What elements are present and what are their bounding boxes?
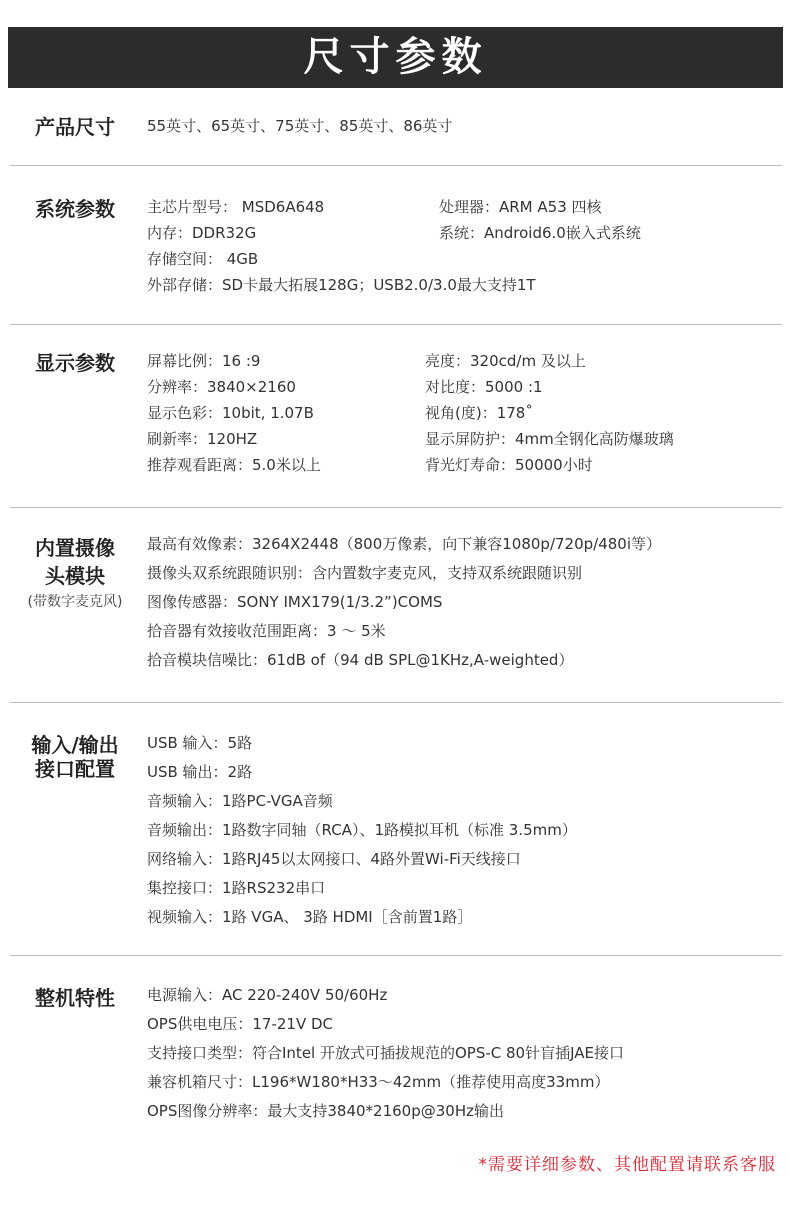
section-label-product-size: 产品尺寸: [35, 115, 115, 139]
spec-line: 拾音器有效接收范围距离：3 ～ 5米: [147, 622, 386, 640]
section-display-params: [10, 348, 782, 483]
section-content-io-interfaces: [147, 729, 782, 932]
label-line: 输入/输出: [31, 733, 119, 757]
spec-line: USB 输入：5路: [147, 734, 253, 752]
section-io-interfaces: [10, 729, 782, 934]
spec-line: 55英寸、65英寸、75英寸、85英寸、86英寸: [147, 117, 453, 135]
contact-note: *需要详细参数、其他配置请联系客服: [478, 1155, 776, 1175]
spec-line: 集控接口：1路RS232串口: [147, 879, 326, 897]
spec-line: OPS图像分辨率：最大支持3840*2160p@30Hz输出: [147, 1102, 504, 1120]
section-divider: [10, 165, 782, 166]
section-content-camera-module: [147, 530, 782, 675]
section-divider: [10, 324, 782, 325]
label-line: 头模块: [45, 564, 105, 588]
spec-line: 图像传感器：SONY IMX179(1/3.2”)COMS: [147, 593, 443, 611]
page-title-banner: 尺寸参数: [8, 27, 783, 88]
section-machine-features: [10, 981, 782, 1131]
spec-line: 最高有效像素：3264X2448（800万像素，向下兼容1080p/720p/480i等）: [147, 535, 662, 553]
spec-line: 网络输入：1路RJ45以太网接口、4路外置Wi-Fi天线接口: [147, 850, 521, 868]
label-line: 接口配置: [35, 757, 115, 781]
section-label-camera-module: [10, 534, 140, 612]
spec-line: 电源输入：AC 220-240V 50/60Hz: [147, 986, 388, 1004]
spec-line: 兼容机箱尺寸：L196*W180*H33～42mm（推荐使用高度33mm）: [147, 1073, 610, 1091]
label-subtitle: (带数字麦克风): [27, 594, 123, 610]
section-label-machine-features: 整机特性: [35, 986, 115, 1010]
section-product-size: [10, 113, 782, 143]
section-content-machine-features: [147, 981, 782, 1126]
spec-row: 内存：DDR32G 系统：Android6.0嵌入式系统: [147, 224, 641, 242]
spec-line: 视频输入：1路 VGA、 3路 HDMI［含前置1路］: [147, 908, 473, 926]
section-divider: [10, 507, 782, 508]
spec-row: 显示色彩：10bit, 1.07B 视角(度)：178˚: [147, 404, 533, 422]
spec-line: 拾音模块信噪比：61dB of（94 dB SPL@1KHz,A-weighted）: [147, 651, 574, 669]
spec-line: 摄像头双系统跟随识别：含内置数字麦克风，支持双系统跟随识别: [147, 564, 583, 582]
section-content-system-params: [147, 194, 782, 298]
section-label-system-params: 系统参数: [35, 197, 115, 221]
spec-row: 外部存储：SD卡最大拓展128G；USB2.0/3.0最大支持1T: [147, 276, 536, 294]
spec-line: OPS供电电压：17-21V DC: [147, 1015, 334, 1033]
section-divider: [10, 955, 782, 956]
section-label-display-params: 显示参数: [35, 351, 115, 375]
label-line: 内置摄像: [35, 536, 115, 560]
spec-row: 主芯片型号： MSD6A648 处理器：ARM A53 四核: [147, 198, 602, 216]
spec-row: 屏幕比例：16 :9 亮度：320cd/m 及以上: [147, 352, 586, 370]
spec-line: 支持接口类型：符合Intel 开放式可插拔规范的OPS-C 80针盲插JAE接口: [147, 1044, 624, 1062]
section-divider: [10, 702, 782, 703]
section-label-io-interfaces: [10, 733, 140, 781]
spec-row: 分辨率：3840×2160 对比度：5000 :1: [147, 378, 543, 396]
spec-row: 推荐观看距离：5.0米以上 背光灯寿命：50000小时: [147, 456, 593, 474]
section-system-params: [10, 194, 782, 304]
section-content-display-params: [147, 348, 782, 478]
spec-line: 音频输入：1路PC-VGA音频: [147, 792, 333, 810]
spec-line: 音频输出：1路数字同轴（RCA）、1路模拟耳机（标准 3.5mm）: [147, 821, 577, 839]
spec-row: 刷新率：120HZ 显示屏防护：4mm全钢化高防爆玻璃: [147, 430, 674, 448]
section-camera-module: [10, 530, 782, 680]
section-content-product-size: [147, 113, 782, 139]
spec-row: 存储空间： 4GB: [147, 250, 259, 268]
spec-line: USB 输出：2路: [147, 763, 253, 781]
